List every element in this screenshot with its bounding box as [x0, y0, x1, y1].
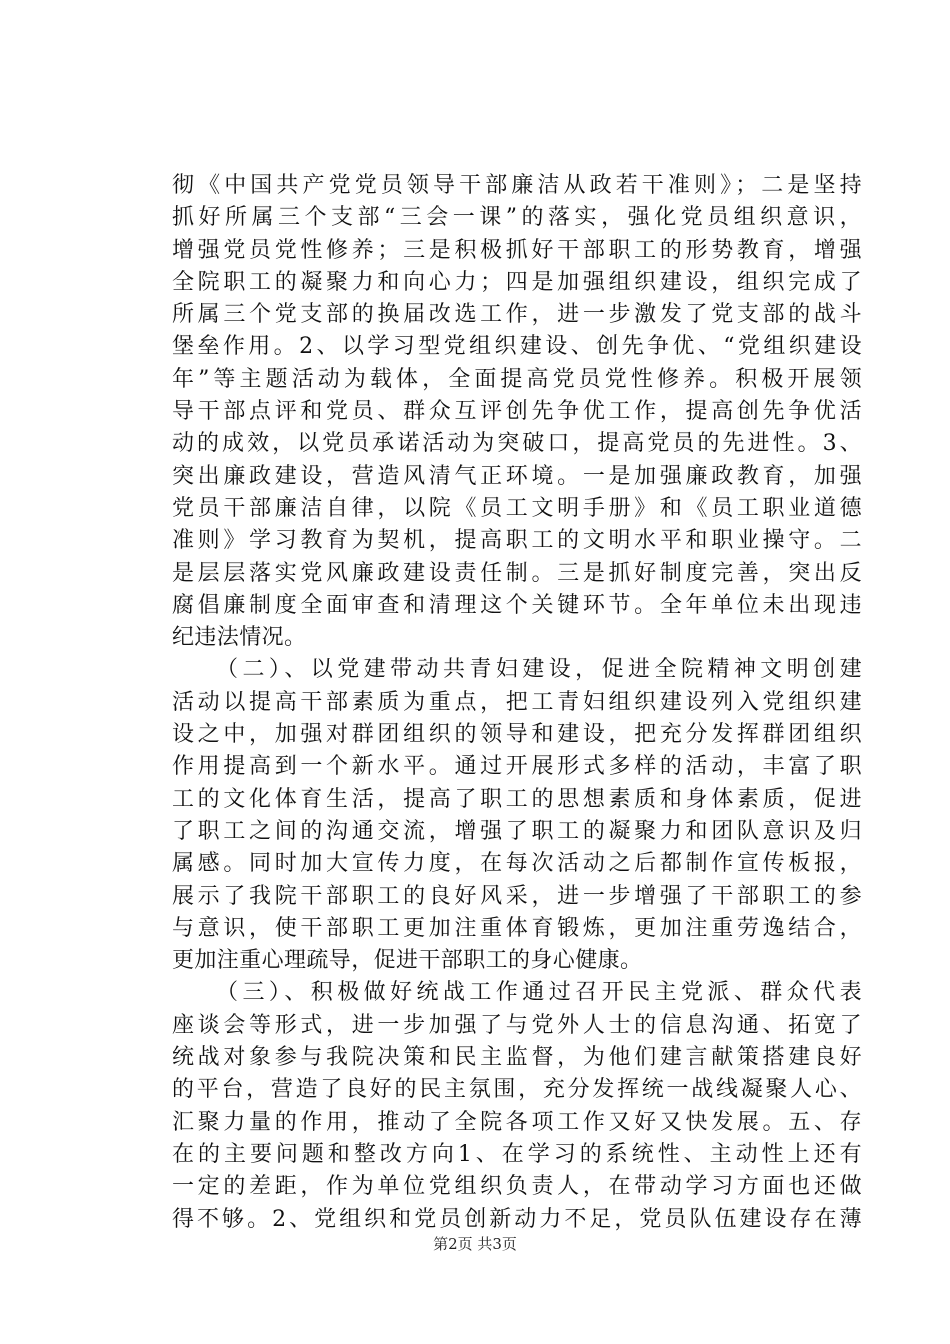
text-line: 党员干部廉洁自律，以院《员工文明手册》和《员工职业道德 — [172, 495, 862, 521]
page-footer: 第2页 共3页 — [433, 1235, 517, 1253]
text-line: 展示了我院干部职工的良好风采，进一步增强了干部职工的参 — [172, 883, 862, 909]
text-line: （二）、以党建带动共青妇建设，促进全院精神文明创建 — [216, 657, 862, 683]
text-line: 彻《中国共产党党员领导干部廉洁从政若干准则》；二是坚持 — [172, 173, 862, 198]
text-line: 得不够。2、党组织和党员创新动力不足，党员队伍建设存在薄 — [172, 1206, 862, 1232]
text-line: 工的文化体育生活，提高了职工的思想素质和身体素质，促进 — [172, 786, 862, 812]
text-line: 座谈会等形式，进一步加强了与党外人士的信息沟通、拓宽了 — [172, 1012, 862, 1038]
text-line: 是层层落实党风廉政建设责任制。三是抓好制度完善，突出反 — [172, 560, 862, 586]
text-line: 属感。同时加大宣传力度，在每次活动之后都制作宣传板报， — [172, 851, 862, 877]
text-line: 一定的差距，作为单位党组织负责人，在带动学习方面也还做 — [172, 1174, 862, 1200]
paragraph — [172, 170, 862, 654]
text-line: 堡垒作用。2、以学习型党组织建设、创先争优、“党组织建设 — [172, 334, 862, 360]
text-line: 全院职工的凝聚力和向心力；四是加强组织建设，组织完成了 — [172, 269, 862, 295]
text-line: 统战对象参与我院决策和民主监督，为他们建言献策搭建良好 — [172, 1045, 862, 1071]
text-line: （三）、积极做好统战工作通过召开民主党派、群众代表 — [216, 980, 862, 1006]
text-line: 了职工之间的沟通交流，增强了职工的凝聚力和团队意识及归 — [172, 818, 862, 844]
text-line: 作用提高到一个新水平。通过开展形式多样的活动，丰富了职 — [172, 754, 862, 780]
text-line: 动的成效，以党员承诺活动为突破口，提高党员的先进性。3、 — [172, 431, 862, 457]
text-line: 腐倡廉制度全面审查和清理这个关键环节。全年单位未出现违 — [172, 592, 862, 618]
text-line: 纪违法情况。 — [172, 625, 307, 651]
text-line: 导干部点评和党员、群众互评创先争优工作，提高创先争优活 — [172, 399, 862, 425]
text-line: 在的主要问题和整改方向1、在学习的系统性、主动性上还有 — [172, 1141, 862, 1167]
text-line: 的平台，营造了良好的民主氛围，充分发挥统一战线凝聚人心、 — [172, 1077, 862, 1103]
text-line: 汇聚力量的作用，推动了全院各项工作又好又快发展。五、存 — [172, 1109, 862, 1135]
text-line: 增强党员党性修养；三是积极抓好干部职工的形势教育，增强 — [172, 237, 862, 263]
document-body — [172, 170, 862, 1236]
text-line: 与意识，使干部职工更加注重体育锻炼，更加注重劳逸结合， — [172, 915, 862, 941]
text-line: 抓好所属三个支部“三会一课”的落实，强化党员组织意识， — [172, 205, 862, 231]
paragraph — [172, 654, 862, 977]
paragraph — [172, 977, 862, 1235]
text-line: 年”等主题活动为载体，全面提高党员党性修养。积极开展领 — [172, 366, 862, 392]
text-line: 设之中，加强对群团组织的领导和建设，把充分发挥群团组织 — [172, 722, 862, 748]
text-line: 突出廉政建设，营造风清气正环境。一是加强廉政教育，加强 — [172, 463, 862, 489]
text-line: 准则》学习教育为契机，提高职工的文明水平和职业操守。二 — [172, 528, 862, 554]
text-line: 所属三个党支部的换届改选工作，进一步激发了党支部的战斗 — [172, 302, 862, 328]
text-line: 更加注重心理疏导，促进干部职工的身心健康。 — [172, 948, 643, 974]
text-line: 活动以提高干部素质为重点，把工青妇组织建设列入党组织建 — [172, 689, 862, 715]
